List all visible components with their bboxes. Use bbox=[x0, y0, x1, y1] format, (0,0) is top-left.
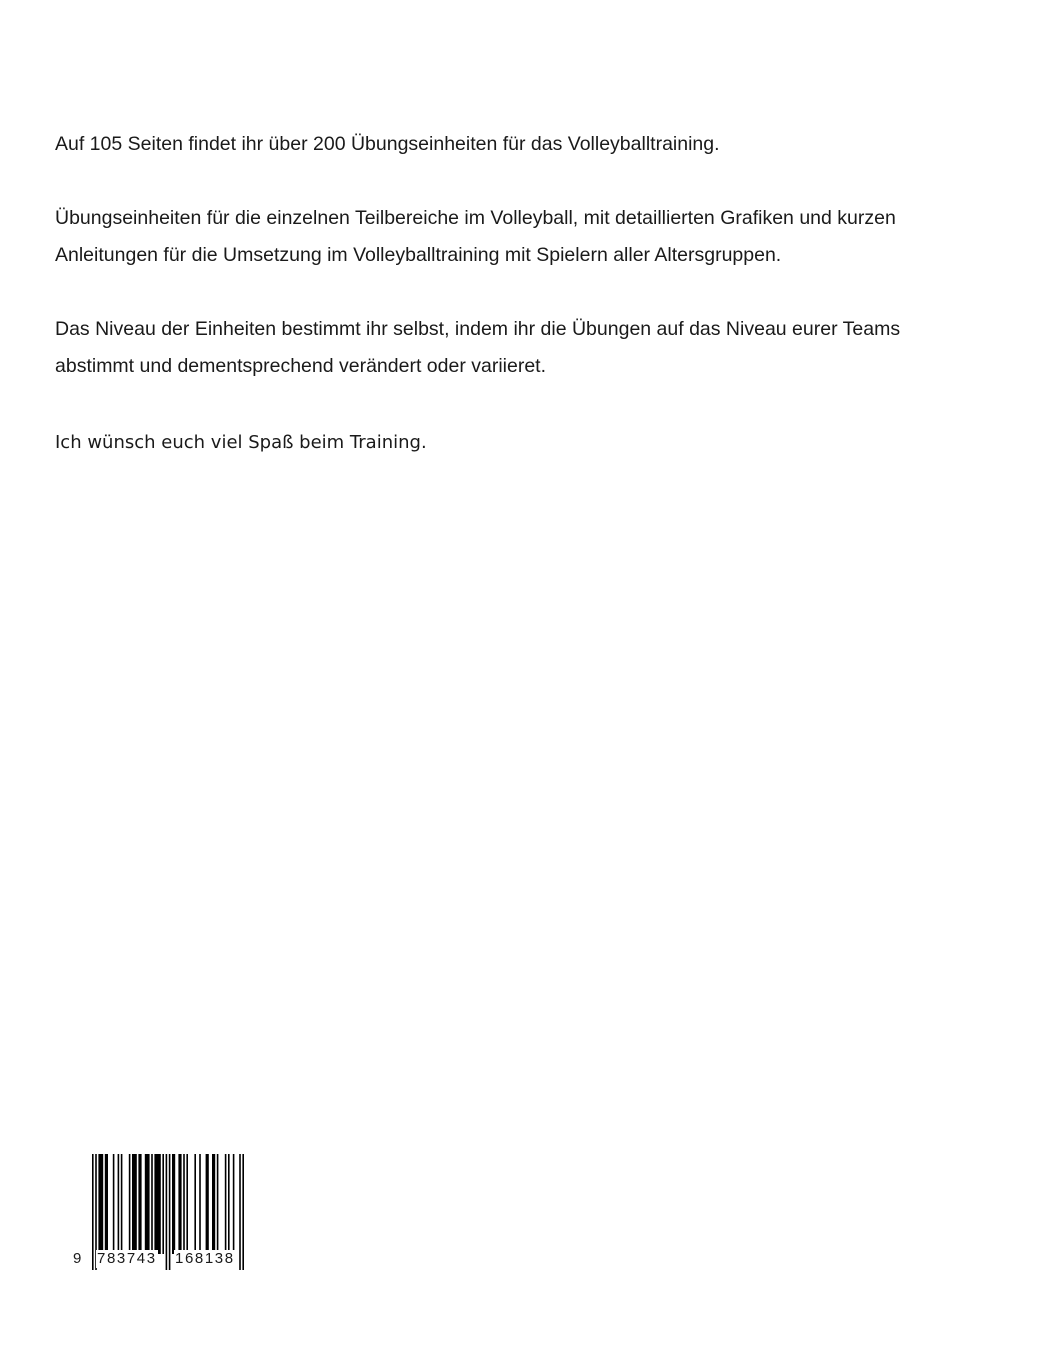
barcode-bar bbox=[98, 1154, 103, 1254]
barcode-first-digit: 9 bbox=[73, 1250, 82, 1267]
barcode-bar bbox=[186, 1154, 188, 1254]
paragraph-intro-text: Auf 105 Seiten findet ihr über 200 Übungseinheiten für das Volleyballtraining. bbox=[55, 133, 720, 155]
barcode-right-group: 168138 bbox=[175, 1250, 235, 1267]
paragraph-level bbox=[55, 311, 1015, 385]
barcode-bar bbox=[154, 1154, 160, 1254]
barcode-bar bbox=[217, 1154, 219, 1254]
barcode-bar bbox=[113, 1154, 115, 1254]
barcode-bar bbox=[105, 1154, 108, 1254]
paragraph-closing bbox=[55, 424, 1015, 461]
paragraph-closing-text: Ich wünsch euch viel Spaß beim Training. bbox=[55, 432, 427, 453]
barcode-bar bbox=[162, 1154, 164, 1254]
barcode-bar bbox=[239, 1154, 241, 1270]
barcode-bar bbox=[199, 1154, 201, 1254]
paragraph-description bbox=[55, 200, 1015, 274]
barcode-bar bbox=[228, 1154, 230, 1254]
isbn-barcode bbox=[70, 1154, 250, 1280]
barcode-bar bbox=[92, 1154, 94, 1270]
barcode-bar bbox=[166, 1154, 168, 1270]
barcode-bar bbox=[212, 1154, 215, 1254]
barcode-bar bbox=[172, 1154, 175, 1254]
barcode-bar bbox=[132, 1154, 137, 1254]
barcode-bar bbox=[138, 1154, 141, 1254]
barcode-bar bbox=[118, 1154, 120, 1254]
paragraph-description-line-1: Übungseinheiten für die einzelnen Teilbereiche im Volleyball, mit detaillierten Grafiken und kurzen bbox=[55, 207, 896, 229]
paragraph-intro bbox=[55, 126, 1015, 163]
barcode-bar bbox=[206, 1154, 209, 1254]
barcode-bar bbox=[121, 1154, 123, 1254]
barcode-bar bbox=[178, 1154, 181, 1254]
barcode-bar bbox=[242, 1154, 244, 1270]
barcode-left-group: 783743 bbox=[97, 1250, 157, 1267]
paragraph-level-line-1: Das Niveau der Einheiten bestimmt ihr selbst, indem ihr die Übungen auf das Niveau eurer Teams bbox=[55, 318, 901, 340]
paragraph-level-line-2: abstimmt und dementsprechend verändert oder variieret. bbox=[55, 355, 547, 377]
paragraph-description-line-2: Anleitungen für die Umsetzung im Volleyballtraining mit Spielern aller Altersgruppen. bbox=[55, 244, 782, 266]
barcode-bar bbox=[151, 1154, 153, 1254]
barcode-bar bbox=[225, 1154, 227, 1254]
barcode-bar bbox=[169, 1154, 171, 1270]
barcode-bar bbox=[194, 1154, 196, 1254]
barcode-bar bbox=[145, 1154, 150, 1254]
barcode-bar bbox=[233, 1154, 235, 1254]
barcode-bar bbox=[129, 1154, 131, 1254]
barcode-bar bbox=[183, 1154, 185, 1254]
